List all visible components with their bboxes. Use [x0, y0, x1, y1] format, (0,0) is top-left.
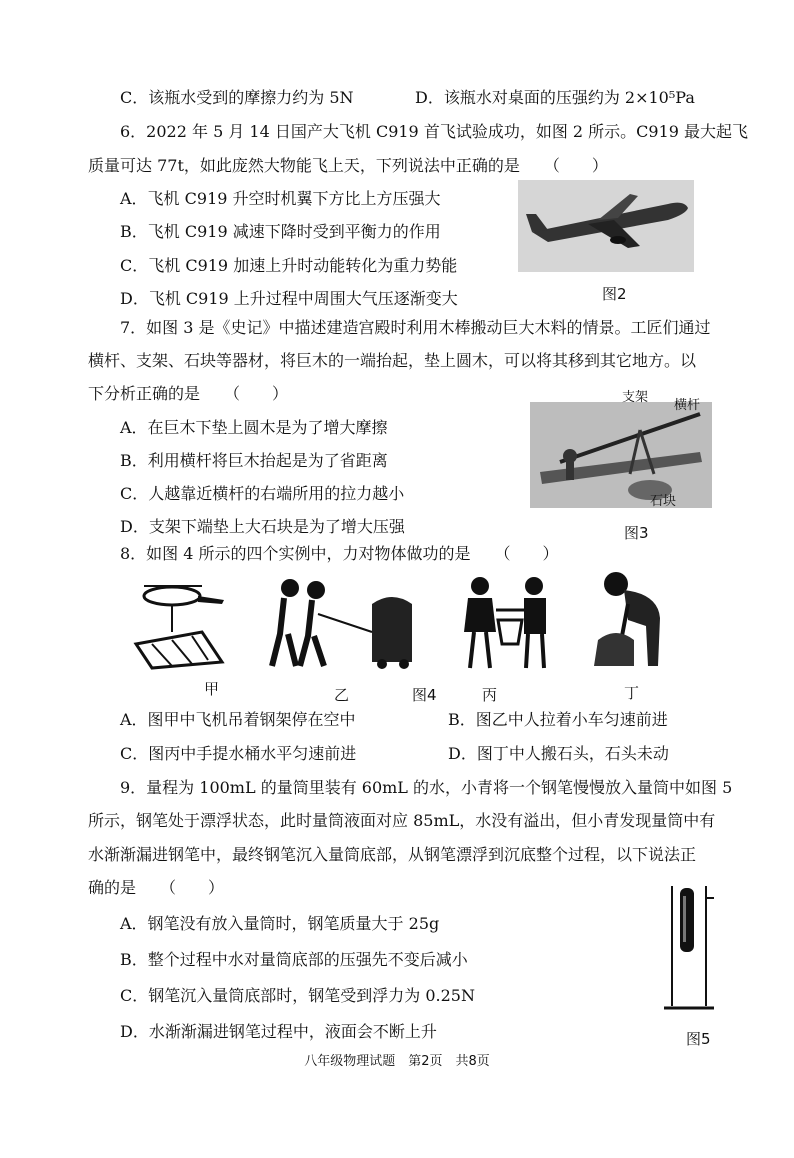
q8-option-b: B．图乙中人拉着小车匀速前进: [448, 710, 668, 729]
q6-stem-line2: 质量可达 77t，如此庞然大物能飞上天，下列说法中正确的是 （ ）: [88, 156, 608, 175]
q7-stem-line1: 7．如图 3 是《史记》中描述建造宫殿时利用木棒搬动巨大木料的情景。工匠们通过: [120, 318, 711, 337]
q9-option-a: A．钢笔没有放入量筒时，钢笔质量大于 25g: [120, 914, 440, 933]
page-footer: 八年级物理试题 第2页 共8页: [304, 1054, 490, 1069]
q9-option-d: D．水渐渐漏进钢笔过程中，液面会不断上升: [120, 1022, 437, 1041]
figure4-yi-pulling-cart: [262, 574, 436, 672]
figure4-bing-carrying-bucket: [454, 574, 558, 672]
lever-figure: [530, 402, 712, 508]
label-bing: 丙: [482, 686, 498, 704]
q7-option-c: C．人越靠近横杆的右端所用的拉力越小: [120, 484, 405, 503]
q9-stem-line1: 9．量程为 100mL 的量筒里装有 60mL 的水，小青将一个钢笔慢慢放入量筒中如图 5: [120, 778, 733, 797]
q7-option-d: D．支架下端垫上大石块是为了增大压强: [120, 517, 405, 536]
label-lever: 横杆: [674, 398, 701, 413]
q7-option-b: B．利用横杆将巨木抬起是为了省距离: [120, 451, 388, 470]
q9-option-c: C．钢笔沉入量筒底部时，钢笔受到浮力为 0.25N: [120, 986, 475, 1005]
graduated-cylinder-figure: [660, 882, 720, 1014]
q8-option-a: A．图甲中飞机吊着钢架停在空中: [120, 710, 356, 729]
q9-stem-line4: 确的是 （ ）: [88, 878, 225, 897]
q8-stem: 8．如图 4 所示的四个实例中，力对物体做功的是 （ ）: [120, 544, 559, 563]
q6-option-d: D．飞机 C919 上升过程中周围大气压逐渐变大: [120, 289, 458, 308]
q9-stem-line2: 所示，钢笔处于漂浮状态，此时量筒液面对应 85mL，水没有溢出，但小青发现量筒中有: [88, 811, 716, 830]
q6-option-a: A．飞机 C919 升空时机翼下方比上方压强大: [120, 189, 441, 208]
figure2-caption: 图2: [602, 285, 627, 303]
label-stone: 石块: [650, 494, 677, 509]
q9-stem-line3: 水渐渐漏进钢笔中，最终钢笔沉入量筒底部，从钢笔漂浮到沉底整个过程，以下说法正: [88, 845, 697, 864]
q7-stem-line3: 下分析正确的是 （ ）: [88, 384, 289, 403]
figure4-caption: 图4: [412, 686, 437, 704]
figure5-caption: 图5: [686, 1030, 711, 1048]
q7-option-a: A．在巨木下垫上圆木是为了增大摩擦: [120, 418, 388, 437]
figure3-caption: 图3: [624, 524, 649, 542]
label-yi: 乙: [334, 686, 350, 704]
label-ding: 丁: [624, 684, 640, 702]
label-jia: 甲: [204, 680, 220, 698]
figure4-jia-helicopter: [132, 574, 230, 672]
q9-option-b: B．整个过程中水对量筒底部的压强先不变后减小: [120, 950, 468, 969]
q5-option-c: C．该瓶水受到的摩擦力约为 5N: [120, 88, 354, 107]
q6-stem-line1: 6．2022 年 5 月 14 日国产大飞机 C919 首飞试验成功，如图 2 所示。C919 最大起飞: [120, 122, 749, 141]
q7-stem-line2: 横杆、支架、石块等器材，将巨木的一端抬起，垫上圆木，可以将其移到其它地方。以: [88, 351, 697, 370]
q5-option-d: D．该瓶水对桌面的压强约为 2×10⁵Pa: [415, 88, 695, 107]
label-support: 支架: [622, 390, 649, 405]
figure4-ding-moving-stone: [588, 570, 678, 672]
q8-option-d: D．图丁中人搬石头，石头未动: [448, 744, 669, 763]
q6-option-c: C．飞机 C919 加速上升时动能转化为重力势能: [120, 256, 458, 275]
q8-option-c: C．图丙中手提水桶水平匀速前进: [120, 744, 357, 763]
q6-option-b: B．飞机 C919 减速下降时受到平衡力的作用: [120, 222, 441, 241]
airplane-figure: [518, 180, 694, 272]
